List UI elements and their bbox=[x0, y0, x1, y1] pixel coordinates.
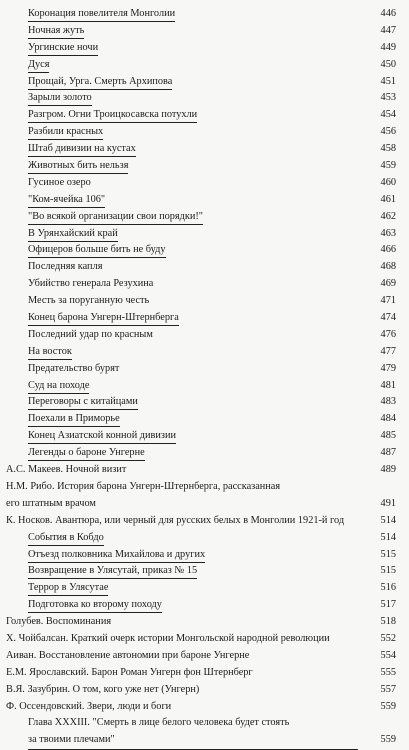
toc-entry-page-number: 471 bbox=[380, 295, 396, 307]
toc-entry-page-number: 479 bbox=[380, 362, 396, 374]
toc-entry bbox=[0, 327, 409, 344]
toc-entry bbox=[0, 597, 409, 614]
toc-entry-title: Глава XXXIII. "Смерть в лице белого человека будет стоять за твоими плечами" bbox=[28, 715, 358, 750]
toc-entry bbox=[0, 614, 409, 631]
toc-entry bbox=[0, 209, 409, 226]
toc-entry-title: В Урянхайский край bbox=[28, 227, 118, 242]
toc-entry-page-number: 450 bbox=[380, 58, 396, 70]
toc-entry-title: Х. Чойбалсан. Краткий очерк истории Монгольской народной революции bbox=[6, 632, 330, 644]
toc-entry-title: Конец Азиатской конной дивизии bbox=[28, 429, 176, 444]
toc-entry-page-number: 474 bbox=[380, 312, 396, 324]
toc-entry bbox=[0, 276, 409, 293]
toc-entry-page-number: 461 bbox=[380, 193, 396, 205]
toc-entry-page-number: 469 bbox=[380, 278, 396, 290]
toc-entry-title: Подготовка ко второму походу bbox=[28, 598, 162, 613]
toc-entry bbox=[0, 563, 409, 580]
toc-entry bbox=[0, 428, 409, 445]
toc-entry-title: Зарыли золото bbox=[28, 91, 92, 106]
toc-entry bbox=[0, 40, 409, 57]
toc-entry-title: Ночная жуть bbox=[28, 24, 84, 39]
toc-entry bbox=[0, 445, 409, 462]
toc-entry bbox=[0, 226, 409, 243]
toc-entry-page-number: 514 bbox=[380, 531, 396, 543]
toc-entry-title: К. Носков. Авантюра, или черный для русских белых в Монголии 1921-й год bbox=[6, 514, 345, 526]
toc-entry-title: "Во всякой организации свои порядки!" bbox=[28, 210, 203, 225]
toc-entry-title: Конец барона Унгерн-Штернберга bbox=[28, 311, 179, 326]
toc-entry-title: Поехали в Приморье bbox=[28, 412, 120, 427]
toc-entry bbox=[0, 90, 409, 107]
toc-entry-title: Аиван. Восстановление автономии при бароне Унгерне bbox=[6, 649, 250, 661]
table-of-contents bbox=[0, 6, 409, 749]
toc-entry-title: Гусиное озеро bbox=[28, 176, 91, 188]
toc-entry bbox=[0, 378, 409, 395]
toc-entry-page-number: 454 bbox=[380, 109, 396, 121]
toc-entry bbox=[0, 530, 409, 547]
toc-entry-title: Животных бить нельзя bbox=[28, 159, 128, 174]
toc-entry-page-number: 468 bbox=[380, 261, 396, 273]
toc-entry-page-number: 463 bbox=[380, 227, 396, 239]
toc-entry-title: Дуся bbox=[28, 58, 49, 73]
toc-entry bbox=[0, 665, 409, 682]
toc-entry-title: Убийство генерала Резухина bbox=[28, 278, 154, 290]
toc-entry bbox=[0, 462, 409, 479]
toc-entry-page-number: 515 bbox=[380, 565, 396, 577]
toc-entry-title: Разгром. Огни Троицкосавска потухли bbox=[28, 108, 197, 123]
toc-entry-title: На восток bbox=[28, 345, 72, 360]
toc-entry bbox=[0, 6, 409, 23]
toc-entry bbox=[0, 141, 409, 158]
toc-entry-page-number: 449 bbox=[380, 41, 396, 53]
toc-entry-page-number: 515 bbox=[380, 548, 396, 560]
toc-entry bbox=[0, 411, 409, 428]
toc-entry bbox=[0, 479, 409, 513]
toc-entry-page-number: 484 bbox=[380, 413, 396, 425]
toc-entry-page-number: 559 bbox=[380, 734, 396, 746]
toc-entry-title: Е.М. Ярославский. Барон Роман Унгерн фон Штернберг bbox=[6, 666, 253, 678]
toc-entry bbox=[0, 23, 409, 40]
toc-entry bbox=[0, 715, 409, 749]
toc-entry-page-number: 559 bbox=[380, 700, 396, 712]
toc-entry-title: Коронация повелителя Монголии bbox=[28, 7, 175, 22]
toc-entry-title: Суд на походе bbox=[28, 379, 89, 394]
toc-entry-page-number: 458 bbox=[380, 143, 396, 155]
toc-entry bbox=[0, 293, 409, 310]
toc-entry-title: Месть за поруганную честь bbox=[28, 295, 150, 307]
toc-entry-page-number: 477 bbox=[380, 345, 396, 357]
toc-entry bbox=[0, 310, 409, 327]
toc-entry-title: Офицеров больше бить не буду bbox=[28, 243, 166, 258]
toc-entry-title: Последняя капля bbox=[28, 261, 103, 273]
toc-entry-title: Последний удар по красным bbox=[28, 328, 153, 340]
toc-entry-page-number: 516 bbox=[380, 582, 396, 594]
toc-entry-page-number: 518 bbox=[380, 616, 396, 628]
toc-entry bbox=[0, 175, 409, 192]
toc-entry-title: Отъезд полковника Михайлова и других bbox=[28, 548, 205, 563]
toc-entry-title: Голубев. Воспоминания bbox=[6, 616, 112, 628]
toc-entry bbox=[0, 107, 409, 124]
toc-entry-page-number: 476 bbox=[380, 328, 396, 340]
toc-entry-page-number: 459 bbox=[380, 160, 396, 172]
toc-entry-page-number: 555 bbox=[380, 666, 396, 678]
toc-entry-page-number: 485 bbox=[380, 430, 396, 442]
toc-entry-title: Штаб дивизии на кустах bbox=[28, 142, 136, 157]
toc-entry-title: А.С. Макеев. Ночной визит bbox=[6, 464, 127, 476]
toc-entry bbox=[0, 699, 409, 716]
toc-entry-title: События в Кобдо bbox=[28, 531, 104, 546]
toc-entry-page-number: 453 bbox=[380, 92, 396, 104]
toc-entry-title: Предательство бурят bbox=[28, 362, 120, 374]
toc-entry bbox=[0, 344, 409, 361]
toc-entry-page-number: 554 bbox=[380, 649, 396, 661]
toc-entry-page-number: 460 bbox=[380, 176, 396, 188]
toc-entry bbox=[0, 682, 409, 699]
toc-entry-title: Ургинские ночи bbox=[28, 41, 98, 56]
toc-entry bbox=[0, 361, 409, 378]
toc-entry-title: Прощай, Урга. Смерть Архипова bbox=[28, 75, 172, 90]
toc-entry-page-number: 466 bbox=[380, 244, 396, 256]
toc-entry-page-number: 447 bbox=[380, 24, 396, 36]
toc-entry bbox=[0, 124, 409, 141]
toc-entry-title: "Ком-ячейка 106" bbox=[28, 193, 105, 208]
toc-entry-page-number: 557 bbox=[380, 683, 396, 695]
toc-entry bbox=[0, 513, 409, 530]
toc-entry-page-number: 456 bbox=[380, 126, 396, 138]
toc-entry-page-number: 483 bbox=[380, 396, 396, 408]
toc-entry-page-number: 514 bbox=[380, 514, 396, 526]
toc-entry-page-number: 462 bbox=[380, 210, 396, 222]
toc-entry-title: Ф. Оссендовский. Звери, люди и боги bbox=[6, 700, 172, 712]
toc-entry bbox=[0, 547, 409, 564]
toc-entry bbox=[0, 631, 409, 648]
toc-entry bbox=[0, 74, 409, 91]
toc-entry bbox=[0, 192, 409, 209]
toc-entry bbox=[0, 259, 409, 276]
toc-entry bbox=[0, 57, 409, 74]
toc-entry bbox=[0, 158, 409, 175]
toc-entry-page-number: 487 bbox=[380, 447, 396, 459]
toc-entry bbox=[0, 580, 409, 597]
toc-entry-page-number: 451 bbox=[380, 75, 396, 87]
toc-entry-page-number: 552 bbox=[380, 632, 396, 644]
toc-entry-page-number: 489 bbox=[380, 464, 396, 476]
toc-entry bbox=[0, 648, 409, 665]
toc-entry-title: Возвращение в Улясутай, приказ № 15 bbox=[28, 564, 197, 579]
toc-entry-page-number: 446 bbox=[380, 8, 396, 19]
toc-entry-page-number: 517 bbox=[380, 599, 396, 611]
toc-entry-title: Н.М. Рибо. История барона Унгерн-Штернберга, рассказанная его штатным врачом bbox=[6, 480, 281, 509]
toc-entry-title: Легенды о бароне Унгерне bbox=[28, 446, 145, 461]
toc-entry-title: Переговоры с китайцами bbox=[28, 395, 138, 410]
toc-entry-page-number: 481 bbox=[380, 379, 396, 391]
toc-entry-page-number: 491 bbox=[380, 497, 396, 509]
toc-entry bbox=[0, 394, 409, 411]
toc-entry bbox=[0, 242, 409, 259]
toc-entry-title: Террор в Улясутае bbox=[28, 581, 108, 596]
toc-entry-title: Разбили красных bbox=[28, 125, 103, 140]
toc-entry-title: В.Я. Зазубрин. О том, кого уже нет (Унгерн) bbox=[6, 683, 200, 695]
